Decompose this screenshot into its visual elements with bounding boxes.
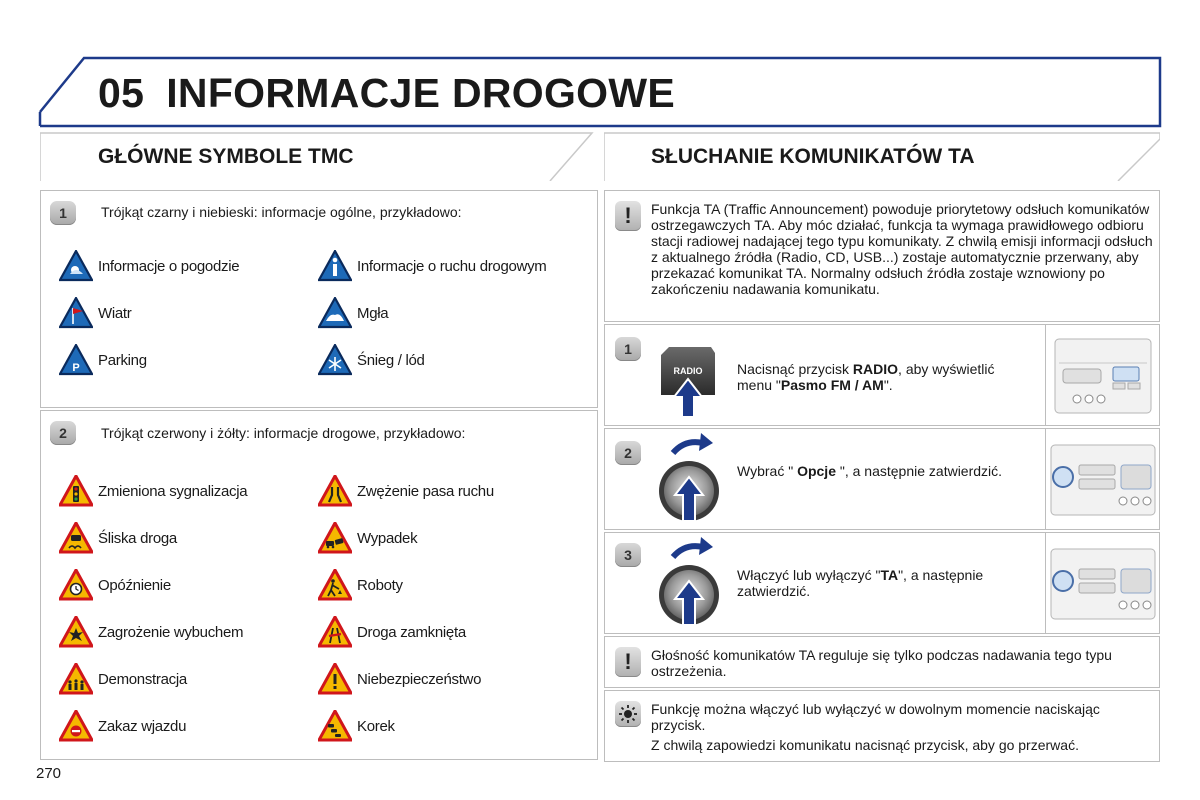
symbol-item <box>59 249 239 283</box>
slippery-road-icon <box>59 522 93 554</box>
no-entry-icon <box>59 710 93 742</box>
symbol-label: Zakaz wjazdu <box>98 717 187 735</box>
step-1-text: Nacisnąć przycisk RADIO, aby wyświetlić menu "Pasmo FM / AM". <box>737 361 995 393</box>
weather-icon <box>59 250 93 282</box>
step-2-row <box>604 428 1160 530</box>
right-section-title: SŁUCHANIE KOMUNIKATÓW TA <box>651 145 975 168</box>
symbol-label: Opóźnienie <box>98 576 171 594</box>
radio-panel-thumbnail <box>1049 547 1157 621</box>
danger-icon <box>318 663 352 695</box>
divider <box>1045 429 1046 529</box>
chapter-title <box>98 70 675 117</box>
volume-note-text: Głośność komunikatów TA reguluje się tylko podczas nadawania tego typu ostrzeżenia. <box>651 647 1112 679</box>
right-section-header <box>604 131 1160 181</box>
symbol-item <box>59 709 186 743</box>
radio-panel-thumbnail <box>1049 443 1157 517</box>
step-badge: 2 <box>50 421 76 445</box>
ta-info-text: Funkcja TA (Traffic Announcement) powoduje priorytetowy odsłuch komunikatów ostrzegawczych TA. Aby móc działać, funkcja ta wymaga prawidłowego odbioru stacji radiowej nadającej tego typu komunikaty. Z chwilą emisji informacji odsłuch z aktualnego źródła (Radio, CD, USB...) zostaje automatycznie przerwany, aby przekazać komunikat TA. Normalny odsłuch źródła zostaje wznowiony po zakończeniu nadawania komunikatu. <box>651 201 1153 297</box>
group2-intro: Trójkąt czerwony i żółty: informacje drogowe, przykładowo: <box>101 425 466 441</box>
symbol-item <box>59 296 132 330</box>
radio-panel-thumbnail <box>1053 337 1153 415</box>
traffic-info-icon <box>318 250 352 282</box>
tip-sun-icon <box>615 701 641 727</box>
traffic-lights-icon <box>59 475 93 507</box>
radio-button-icon <box>655 343 723 423</box>
tip-text-2: Z chwilą zapowiedzi komunikatu nacisnąć przycisk, aby go przerwać. <box>651 737 1079 753</box>
symbol-label: Śnieg / lód <box>357 351 425 369</box>
step-badge: 1 <box>615 337 641 361</box>
delay-icon <box>59 569 93 601</box>
symbol-item <box>318 568 403 602</box>
warning-icon: ! <box>615 647 641 677</box>
symbol-label: Mgła <box>357 304 389 322</box>
symbol-item <box>318 709 395 743</box>
symbol-label: Roboty <box>357 576 403 594</box>
symbol-label: Wiatr <box>98 304 132 322</box>
svg-text:P: P <box>72 362 80 374</box>
group1-intro: Trójkąt czarny i niebieski: informacje ogólne, przykładowo: <box>101 204 462 220</box>
step-1-row <box>604 324 1160 426</box>
left-section-title: GŁÓWNE SYMBOLE TMC <box>98 145 354 168</box>
step-badge: 1 <box>50 201 76 225</box>
symbol-label: Wypadek <box>357 529 418 547</box>
symbol-item <box>59 474 247 508</box>
divider <box>1045 533 1046 633</box>
symbol-label: Zmieniona sygnalizacja <box>98 482 248 500</box>
ta-info-note <box>604 190 1160 322</box>
chapter-number: 05 <box>98 70 145 116</box>
general-info-panel <box>40 190 598 408</box>
symbol-label: Parking <box>98 351 147 369</box>
symbol-item <box>59 343 147 377</box>
symbol-item <box>318 249 547 283</box>
parking-icon <box>59 344 93 376</box>
road-info-panel <box>40 410 598 760</box>
accident-icon <box>318 522 352 554</box>
symbol-item <box>318 521 417 555</box>
snow-ice-icon <box>318 344 352 376</box>
step-badge: 2 <box>615 441 641 465</box>
rotary-knob-icon <box>653 535 725 633</box>
symbol-label: Korek <box>357 717 395 735</box>
symbol-item <box>59 662 187 696</box>
wind-icon <box>59 297 93 329</box>
symbol-item <box>59 615 243 649</box>
page-number: 270 <box>36 765 62 782</box>
radio-button-label: RADIO <box>673 366 703 376</box>
symbol-label: Śliska droga <box>98 529 177 547</box>
symbol-item <box>318 343 425 377</box>
chapter-name: INFORMACJE DROGOWE <box>166 70 676 116</box>
left-section-header <box>40 131 596 181</box>
symbol-label: Droga zamknięta <box>357 623 466 641</box>
tip-note <box>604 690 1160 762</box>
symbol-item <box>318 662 481 696</box>
step-2-text: Wybrać " Opcje ", a następnie zatwierdzić. <box>737 463 1003 479</box>
road-closed-icon <box>318 616 352 648</box>
symbol-label: Zwężenie pasa ruchu <box>357 482 494 500</box>
warning-icon: ! <box>615 201 641 231</box>
symbol-label: Demonstracja <box>98 670 187 688</box>
demonstration-icon <box>59 663 93 695</box>
symbol-item <box>318 474 494 508</box>
symbol-label: Zagrożenie wybuchem <box>98 623 244 641</box>
symbol-item <box>318 296 388 330</box>
roadworks-icon <box>318 569 352 601</box>
step-3-text: Włączyć lub wyłączyć "TA", a następnie zatwierdzić. <box>737 567 984 599</box>
explosion-icon <box>59 616 93 648</box>
lane-narrowing-icon <box>318 475 352 507</box>
rotary-knob-icon <box>653 431 725 529</box>
symbol-item <box>59 568 171 602</box>
symbol-item <box>318 615 466 649</box>
step-badge: 3 <box>615 543 641 567</box>
divider <box>1045 325 1046 425</box>
traffic-jam-icon <box>318 710 352 742</box>
tip-text-1: Funkcję można włączyć lub wyłączyć w dowolnym momencie naciskając przycisk. <box>651 701 1100 733</box>
symbol-item <box>59 521 177 555</box>
step-3-row <box>604 532 1160 634</box>
symbol-label: Informacje o pogodzie <box>98 257 240 275</box>
symbol-label: Niebezpieczeństwo <box>357 670 482 688</box>
fog-icon <box>318 297 352 329</box>
symbol-label: Informacje o ruchu drogowym <box>357 257 547 275</box>
volume-note <box>604 636 1160 688</box>
